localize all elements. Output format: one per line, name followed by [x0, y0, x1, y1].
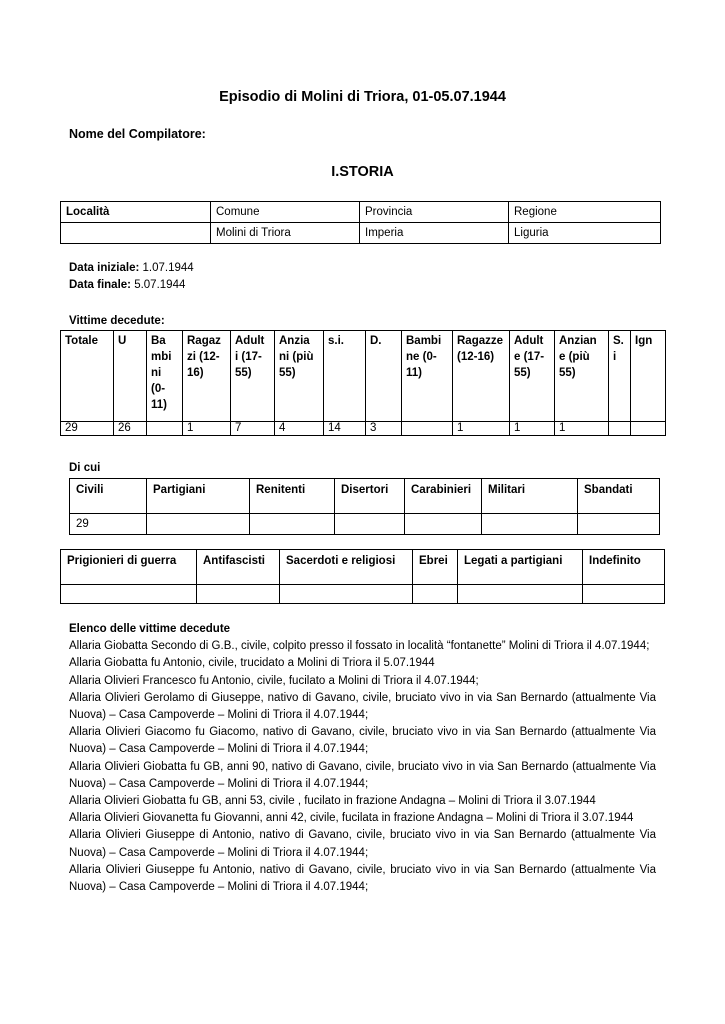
cat2-value-legati: [458, 585, 583, 604]
victim-entry: Allaria Olivieri Giacomo fu Giacomo, nativo di Gavano, civile, bruciato vivo in via San Bernardo (attualmente Via Nuova) – Casa Campoverde – Molini di Triora il 4.07.1944;: [69, 726, 656, 756]
victims-header-ragazzi: Ragaz zi (12- 16): [183, 331, 231, 422]
victims-header-totale: Totale: [61, 331, 114, 422]
cat1-header-civili: Civili: [70, 479, 147, 514]
victims-value-bambini: [147, 422, 183, 436]
victims-list: [69, 621, 656, 896]
cat2-header-antifascisti: Antifascisti: [197, 550, 280, 585]
cat2-header-indefinito: Indefinito: [583, 550, 665, 585]
victims-table: [60, 330, 666, 436]
victims-list-heading: Elenco delle vittime decedute: [69, 623, 231, 635]
victims-value-si: 14: [324, 422, 366, 436]
victims-value-ragazze: 1: [453, 422, 510, 436]
cat2-value-ebrei: [413, 585, 458, 604]
victims-header-u: U: [114, 331, 147, 422]
compilatore-label: Nome del Compilatore:: [69, 127, 206, 141]
victims-header-bambine: Bambi ne (0- 11): [402, 331, 453, 422]
location-header-localita: Località: [61, 202, 211, 223]
categories-table-2: [60, 549, 665, 604]
start-date-value: 1.07.1944: [139, 262, 194, 274]
cat2-header-legati: Legati a partigiani: [458, 550, 583, 585]
victims-value-bambine: [402, 422, 453, 436]
cat1-header-renitenti: Renitenti: [250, 479, 335, 514]
cat2-value-antifascisti: [197, 585, 280, 604]
victims-value-ragazzi: 1: [183, 422, 231, 436]
cat1-header-disertori: Disertori: [335, 479, 405, 514]
victims-value-ign: [631, 422, 666, 436]
victim-entry: Allaria Olivieri Giobatta fu GB, anni 53, civile , fucilato in frazione Andagna – Molini di Triora il 3.07.1944: [69, 795, 596, 808]
section-title: I.STORIA: [331, 164, 394, 180]
start-date: [69, 260, 194, 277]
cat1-value-carabinieri: [405, 514, 482, 535]
victim-entry: Allaria Olivieri Francesco fu Antonio, civile, fucilato a Molini di Triora il 4.07.1944;: [69, 674, 479, 687]
cat2-header-sacerdoti: Sacerdoti e religiosi: [280, 550, 413, 585]
cat1-value-disertori: [335, 514, 405, 535]
victims-value-anziani: 4: [275, 422, 324, 436]
location-value-regione: Liguria: [509, 223, 661, 244]
victim-entry: Allaria Giobatta fu Antonio, civile, trucidato a Molini di Triora il 5.07.1944: [69, 657, 435, 670]
categories-table-1: [69, 478, 660, 535]
end-date-value: 5.07.1944: [131, 279, 186, 291]
victims-header-adulti: Adult i (17- 55): [231, 331, 275, 422]
victims-value-d: 3: [366, 422, 402, 436]
cat1-value-renitenti: [250, 514, 335, 535]
cat2-value-prigionieri: [61, 585, 197, 604]
victim-entry: Allaria Olivieri Giuseppe fu Antonio, nativo di Gavano, civile, bruciato vivo in via San Bernardo (attualmente Via Nuova) – Casa Campoverde – Molini di Triora il 4.07.1944;: [69, 863, 656, 894]
cat1-header-carabinieri: Carabinieri: [405, 479, 482, 514]
cat1-header-partigiani: Partigiani: [147, 479, 250, 514]
cat2-header-prigionieri: Prigionieri di guerra: [61, 550, 197, 585]
victims-value-adulte: 1: [510, 422, 555, 436]
victim-entry: Allaria Olivieri Giovanetta fu Giovanni, anni 42, civile, fucilata in frazione Andagna – Molini di Triora il 3.07.1944: [69, 812, 634, 825]
cat2-value-sacerdoti: [280, 585, 413, 604]
cat2-header-ebrei: Ebrei: [413, 550, 458, 585]
victims-header-ign: Ign: [631, 331, 666, 422]
victim-entry: Allaria Olivieri Gerolamo di Giuseppe, nativo di Gavano, civile, bruciato vivo in via San Bernardo (attualmente Via Nuova) – Casa Campoverde – Molini di Triora il 4.07.1944;: [69, 691, 656, 722]
cat1-value-sbandati: [578, 514, 660, 535]
cat1-value-civili: 29: [70, 514, 147, 535]
end-date: [69, 277, 194, 294]
victim-entry: Allaria Giobatta Secondo di G.B., civile, colpito presso il fossato in località “fontanette” Molini di Triora il 4.07.1944;: [69, 640, 650, 653]
location-value-provincia: Imperia: [360, 223, 509, 244]
victim-entry: Allaria Olivieri Giobatta fu GB, anni 90, nativo di Gavano, civile, bruciato vivo in via San Bernardo (attualmente Via Nuova) – Casa Campoverde – Molini di Triora il 4.07.1944;: [69, 760, 656, 790]
cat2-value-indefinito: [583, 585, 665, 604]
victims-header-si-f: S. i: [609, 331, 631, 422]
cat1-value-partigiani: [147, 514, 250, 535]
victims-header-d: D.: [366, 331, 402, 422]
location-value-localita: [61, 223, 211, 244]
cat1-value-militari: [482, 514, 578, 535]
cat1-header-sbandati: Sbandati: [578, 479, 660, 514]
location-header-comune: Comune: [211, 202, 360, 223]
page-title: Episodio di Molini di Triora, 01-05.07.1944: [219, 89, 506, 105]
location-header-regione: Regione: [509, 202, 661, 223]
location-header-provincia: Provincia: [360, 202, 509, 223]
victims-value-totale: 29: [61, 422, 114, 436]
victims-value-si-f: [609, 422, 631, 436]
dates-block: [69, 260, 194, 294]
victim-entry: Allaria Olivieri Giuseppe di Antonio, nativo di Gavano, civile, bruciato vivo in via San Bernardo (attualmente Via Nuova) – Casa Campoverde – Molini di Triora il 4.07.1944;: [69, 829, 656, 859]
location-table: [60, 201, 661, 244]
victims-header-si: s.i.: [324, 331, 366, 422]
end-date-label: Data finale:: [69, 279, 131, 291]
start-date-label: Data iniziale:: [69, 262, 140, 274]
victims-header-adulte: Adult e (17- 55): [510, 331, 555, 422]
victims-header-anziane: Anzian e (più 55): [555, 331, 609, 422]
victims-value-adulti: 7: [231, 422, 275, 436]
victims-label: Vittime decedute:: [69, 315, 165, 327]
cat1-header-militari: Militari: [482, 479, 578, 514]
victims-value-anziane: 1: [555, 422, 609, 436]
di-cui-label: Di cui: [69, 462, 101, 474]
location-value-comune: Molini di Triora: [211, 223, 360, 244]
victims-header-anziani: Anzia ni (più 55): [275, 331, 324, 422]
victims-header-ragazze: Ragazze (12-16): [453, 331, 510, 422]
victims-value-u: 26: [114, 422, 147, 436]
victims-header-bambini: Ba mbi ni (0- 11): [147, 331, 183, 422]
